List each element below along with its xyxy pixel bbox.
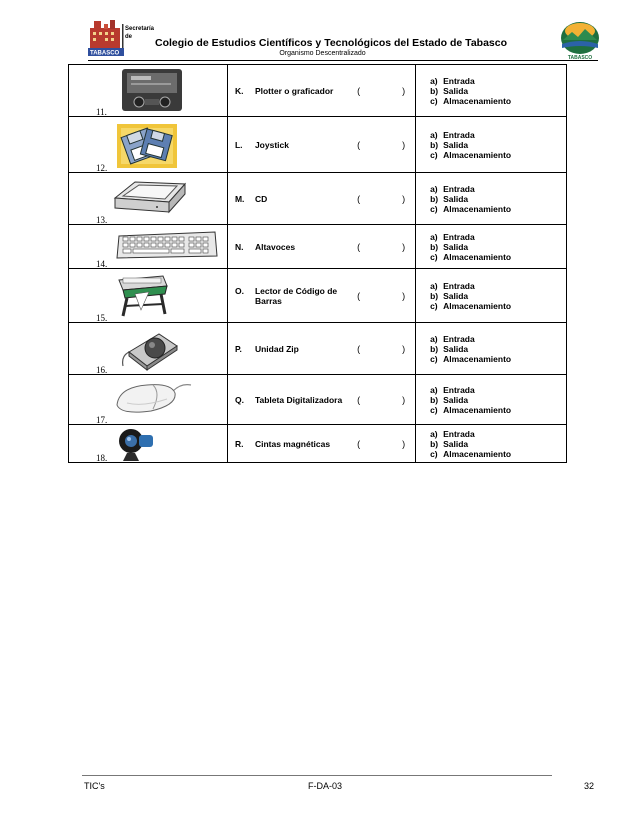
keyboard-icon [115, 230, 219, 260]
webcam-icon [113, 427, 163, 465]
option-b[interactable]: b) Salida [430, 290, 469, 301]
answer-blank[interactable]: ( ) [357, 438, 406, 449]
answer-blank[interactable]: ( ) [357, 241, 406, 252]
quiz-row [69, 425, 567, 463]
logo-text-secretaria: Secretaría [125, 26, 155, 32]
mouse-icon [113, 379, 195, 417]
option-a[interactable]: a) Entrada [430, 333, 475, 344]
options-cell [416, 65, 567, 117]
option-a[interactable]: a) Entrada [430, 75, 475, 86]
row-number: 13. [96, 215, 108, 225]
option-a[interactable]: a) Entrada [430, 428, 475, 439]
option-a[interactable]: a) Entrada [430, 280, 475, 291]
row-number: 12. [96, 163, 108, 173]
option-b[interactable]: b) Salida [430, 193, 469, 204]
quiz-row [69, 65, 567, 117]
options-cell [416, 269, 567, 323]
secretaria-tabasco-logo [88, 18, 156, 58]
option-b[interactable]: b) Salida [430, 394, 469, 405]
page-number: 32 [584, 781, 595, 791]
quiz-row [69, 375, 567, 425]
option-c[interactable]: c) Almacenamiento [430, 353, 512, 364]
header-rule [88, 60, 598, 61]
options-cell [416, 323, 567, 375]
item-letter: M. [234, 193, 245, 204]
option-c[interactable]: c) Almacenamiento [430, 149, 512, 160]
quiz-table [68, 64, 567, 463]
quiz-row [69, 173, 567, 225]
image-cell [69, 375, 228, 425]
logo-text-de: de [125, 34, 133, 40]
options-cell [416, 117, 567, 173]
image-cell [69, 117, 228, 173]
item-letter: K. [234, 85, 244, 96]
answer-blank[interactable]: ( ) [357, 85, 406, 96]
scanner-icon [113, 178, 187, 218]
quiz-row [69, 323, 567, 375]
image-cell [69, 269, 228, 323]
option-a[interactable]: a) Entrada [430, 231, 475, 242]
image-cell [69, 323, 228, 375]
options-cell [416, 425, 567, 463]
item-cell [227, 65, 415, 117]
header-title: Colegio de Estudios Científicos y Tecnológicos del Estado de Tabasco [155, 37, 508, 49]
item-cell [227, 323, 415, 375]
option-b[interactable]: b) Salida [430, 343, 469, 354]
answer-blank[interactable]: ( ) [357, 290, 406, 301]
option-b[interactable]: b) Salida [430, 85, 469, 96]
tabasco-state-logo [560, 18, 600, 62]
item-letter: R. [234, 438, 244, 449]
floppy-disks-icon [115, 120, 179, 170]
option-c[interactable]: c) Almacenamiento [430, 251, 512, 262]
option-c[interactable]: c) Almacenamiento [430, 300, 512, 311]
options-cell [416, 173, 567, 225]
footer-form-code: F-DA-03 [308, 781, 343, 791]
item-name: Tableta Digitalizadora [254, 394, 343, 405]
item-cell [227, 173, 415, 225]
quiz-row [69, 269, 567, 323]
item-cell [227, 117, 415, 173]
item-name: Cintas magnéticas [254, 438, 331, 449]
item-cell [227, 269, 415, 323]
option-c[interactable]: c) Almacenamiento [430, 203, 512, 214]
item-name: Lector de Código de Barras [254, 285, 338, 306]
option-c[interactable]: c) Almacenamiento [430, 404, 512, 415]
item-cell [227, 375, 415, 425]
item-name: CD [254, 193, 268, 204]
item-letter: L. [234, 139, 243, 150]
plotter-icon [117, 272, 169, 318]
option-c[interactable]: c) Almacenamiento [430, 95, 512, 106]
cassette-tape-icon [121, 68, 183, 112]
row-number: 18. [96, 453, 108, 463]
answer-blank[interactable]: ( ) [357, 139, 406, 150]
row-number: 16. [96, 365, 108, 375]
option-a[interactable]: a) Entrada [430, 384, 475, 395]
header-subtitle: Organismo Descentralizado [279, 50, 366, 57]
option-c[interactable]: c) Almacenamiento [430, 448, 512, 459]
footer-rule [82, 775, 552, 776]
item-name: Joystick [254, 139, 289, 150]
answer-blank[interactable]: ( ) [357, 193, 406, 204]
right-logo-text: TABASCO [567, 55, 593, 61]
option-b[interactable]: b) Salida [430, 438, 469, 449]
item-name: Unidad Zip [254, 343, 299, 354]
item-cell [227, 425, 415, 463]
row-number: 17. [96, 415, 108, 425]
image-cell [69, 225, 228, 269]
image-cell [69, 173, 228, 225]
logo-text-tabasco: TABASCO [90, 50, 120, 57]
answer-blank[interactable]: ( ) [357, 394, 406, 405]
option-b[interactable]: b) Salida [430, 241, 469, 252]
item-name: Plotter o graficador [254, 85, 334, 96]
answer-blank[interactable]: ( ) [357, 343, 406, 354]
row-number: 11. [96, 107, 107, 117]
image-cell [69, 425, 228, 463]
row-number: 15. [96, 313, 108, 323]
image-cell [69, 65, 228, 117]
item-letter: N. [234, 241, 244, 252]
quiz-row [69, 225, 567, 269]
quiz-row [69, 117, 567, 173]
option-b[interactable]: b) Salida [430, 139, 469, 150]
option-a[interactable]: a) Entrada [430, 183, 475, 194]
row-number: 14. [96, 259, 108, 269]
item-cell [227, 225, 415, 269]
options-cell [416, 225, 567, 269]
item-letter: Q. [234, 394, 244, 405]
trackball-icon [119, 326, 181, 372]
item-letter: P. [234, 343, 242, 354]
item-letter: O. [234, 285, 244, 296]
options-cell [416, 375, 567, 425]
footer-course: TIC's [84, 781, 105, 791]
item-name: Altavoces [254, 241, 296, 252]
option-a[interactable]: a) Entrada [430, 129, 475, 140]
